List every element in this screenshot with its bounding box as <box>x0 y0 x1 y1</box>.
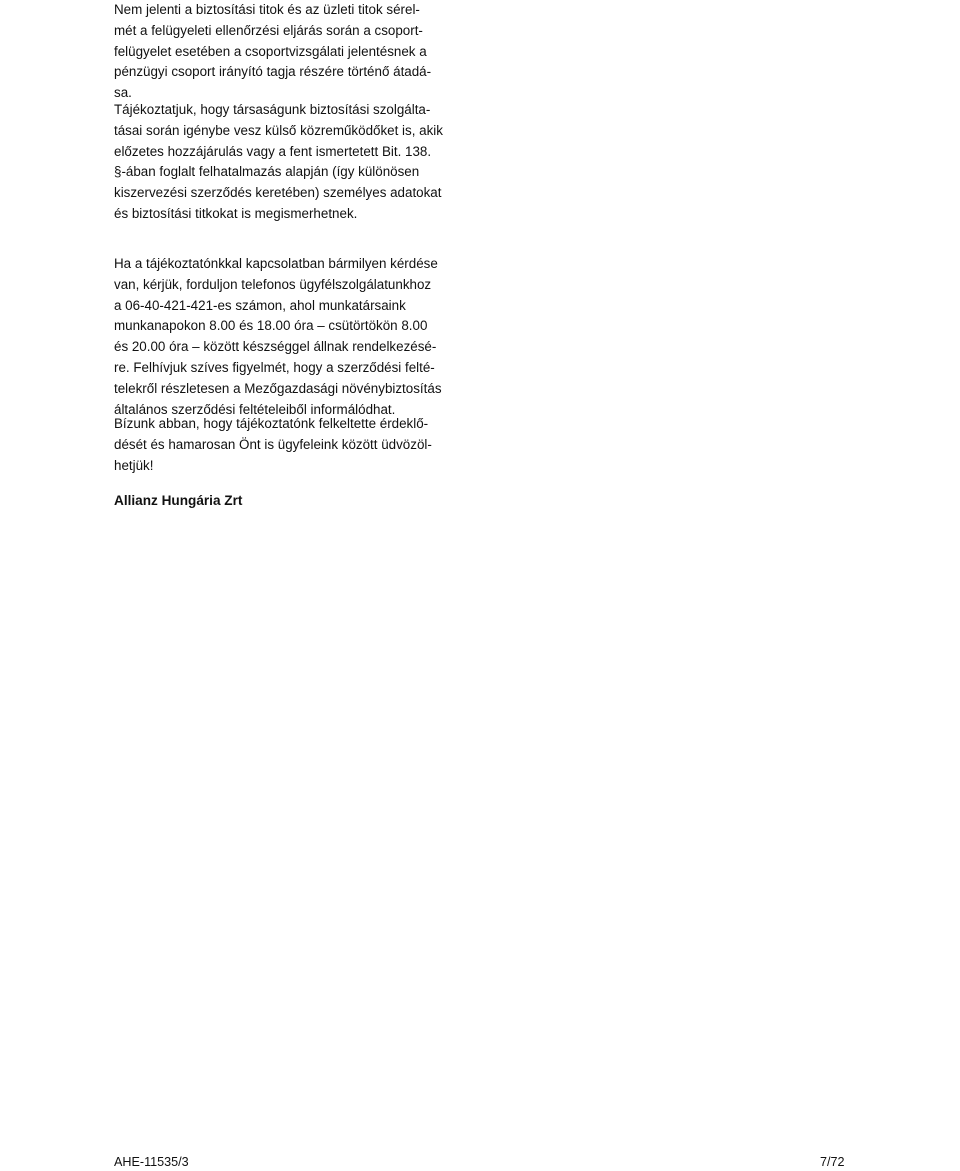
text-line: kiszervezési szerződés keretében) személyes adatokat <box>114 185 442 201</box>
footer-document-code: AHE-11535/3 <box>114 1155 189 1169</box>
text-line: Ha a tájékoztatónkkal kapcsolatban bármilyen kérdése <box>114 256 438 271</box>
text-line: re. Felhívjuk szíves figyelmét, hogy a szerződési felté- <box>114 359 435 375</box>
paragraph-customer-service <box>114 254 442 420</box>
paragraph-trade-secret <box>114 0 431 104</box>
text-line: a 06-40-421-421-es számon, ahol munkatársaink <box>114 297 406 313</box>
signature-company-name: Allianz Hungária Zrt <box>114 493 243 508</box>
text-line: dését és hamarosan Önt is ügyfeleink között üdvözöl- <box>114 436 432 452</box>
text-line: §-ában foglalt felhatalmazás alapján (így különösen <box>114 164 420 180</box>
footer-page-number: 7/72 <box>820 1155 845 1169</box>
text-line: általános szerződési feltételeiből informálódhat. <box>114 401 396 417</box>
text-line: sa. <box>114 85 132 101</box>
text-line: felügyelet esetében a csoportvizsgálati jelentésnek a <box>114 43 427 59</box>
text-line: és 20.00 óra – között készséggel állnak rendelkezésé- <box>114 339 437 355</box>
text-line: Tájékoztatjuk, hogy társaságunk biztosítási szolgálta- <box>114 102 431 117</box>
text-line: mét a felügyeleti ellenőrzési eljárás során a csoport- <box>114 22 423 38</box>
text-line: és biztosítási titkokat is megismerhetnek. <box>114 205 358 221</box>
text-line: van, kérjük, forduljon telefonos ügyfélszolgálatunkhoz <box>114 276 432 292</box>
text-line: előzetes hozzájárulás vagy a fent ismertetett Bit. 138. <box>114 143 432 159</box>
text-line: Bízunk abban, hogy tájékoztatónk felkeltette érdeklő- <box>114 416 429 431</box>
text-line: hetjük! <box>114 457 154 473</box>
text-line: telekről részletesen a Mezőgazdasági növénybiztosítás <box>114 380 442 396</box>
text-line: pénzügyi csoport irányító tagja részére történő átadá- <box>114 64 432 80</box>
text-line: Nem jelenti a biztosítási titok és az üzleti titok sérel- <box>114 2 420 17</box>
text-line: munkanapokon 8.00 és 18.00 óra – csütörtökön 8.00 <box>114 318 428 334</box>
text-line: tásai során igénybe vesz külső közreműködőket is, akik <box>114 122 443 138</box>
paragraph-external-contributors <box>114 100 443 225</box>
paragraph-closing <box>114 414 432 476</box>
